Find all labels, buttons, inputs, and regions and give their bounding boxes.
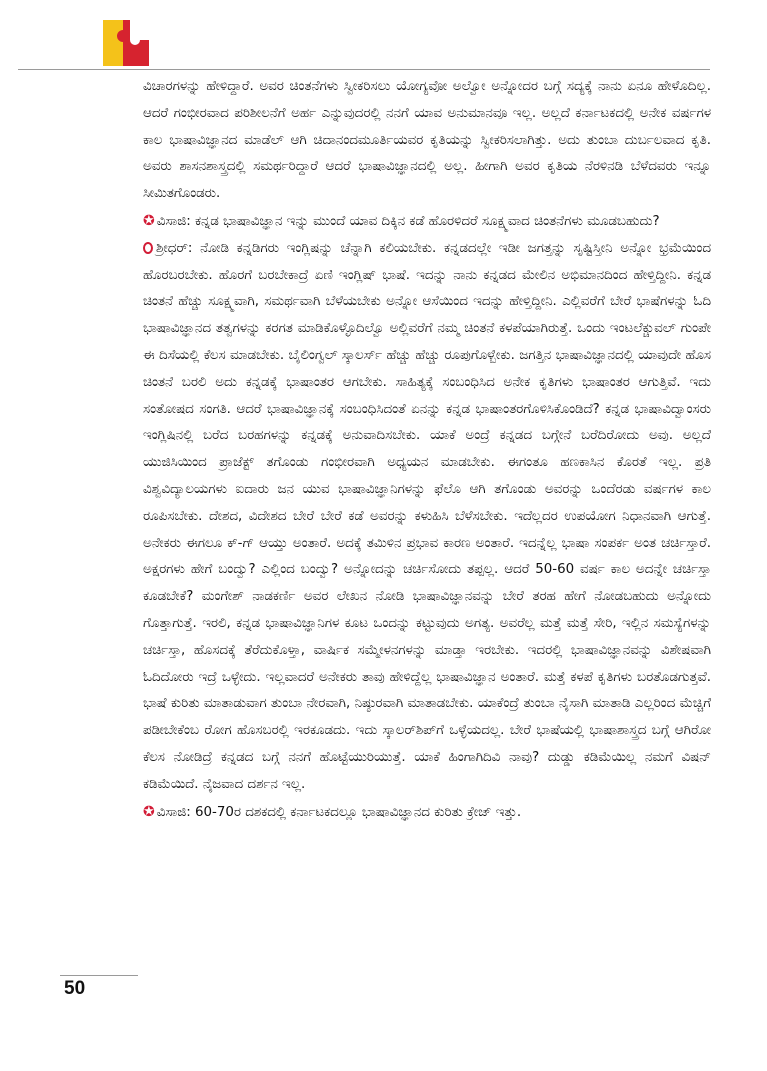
question-text: ವಿಸಾಜಿ: 60-70ರ ದಶಕದಲ್ಲಿ ಕರ್ನಾಟಕದಲ್ಲೂ ಭಾಷಾವಿಜ್ಞಾನದ ಕುರಿತು ಕ್ರೇಜ್ ಇತ್ತು. bbox=[156, 804, 522, 820]
publication-logo bbox=[103, 20, 149, 66]
question-paragraph bbox=[143, 208, 711, 236]
flower-bullet-icon: ✪ bbox=[143, 212, 155, 229]
body-paragraph: ವಿಚಾರಗಳನ್ನು ಹೇಳಿದ್ದಾರೆ. ಅವರ ಚಿಂತನೆಗಳು ಸ್ವೀಕರಿಸಲು ಯೋಗ್ಯವೋ ಅಲ್ವೋ ಅನ್ನೋದರ ಬಗ್ಗೆ ಸದ್ಯಕ್ಕೆ ನಾನು ಏನೂ ಹೇಳೊದಿಲ್ಲ. ಆದರೆ ಗಂಭೀರವಾದ ಪರಿಶೀಲನೆಗೆ ಅರ್ಹ ಎನ್ನುವುದರಲ್ಲಿ ನನಗೆ ಯಾವ ಅನುಮಾನವೂ ಇಲ್ಲ. ಅಲ್ಲದೆ ಕರ್ನಾಟಕದಲ್ಲಿ ಅನೇಕ ವರ್ಷಗಳ ಕಾಲ ಭಾಷಾವಿಜ್ಞಾನದ ಮಾಡೆಲ್ ಆಗಿ ಚಿದಾನಂದಮೂರ್ತಿಯವರ ಕೃತಿಯನ್ನು ಸ್ವೀಕರಿಸಲಾಗಿತ್ತು. ಅದು ತುಂಬಾ ದುರ್ಬಲವಾದ ಕೃತಿ. ಅವರು ಶಾಸನಶಾಸ್ತ್ರದಲ್ಲಿ ಸಮರ್ಥರಿದ್ದಾರೆ ಆದರೆ ಭಾಷಾವಿಜ್ಞಾನದಲ್ಲಿ ಅಲ್ಲ. ಹೀಗಾಗಿ ಅವರ ಕೃತಿಯ ನೆರಳಿನಡಿ ಬೆಳೆದವರು ಇನ್ನೂ ಸೀಮಿತಗೊಂಡರು. bbox=[143, 79, 711, 202]
question-text: ವಿಸಾಜಿ: ಕನ್ನಡ ಭಾಷಾವಿಜ್ಞಾನ ಇನ್ನು ಮುಂದೆ ಯಾವ ದಿಕ್ಕಿನ ಕಡೆ ಹೊರಳಿದರೆ ಸೂಕ್ಷ್ಮವಾದ ಚಿಂತನೆಗಳು ಮೂಡಬಹುದು? bbox=[156, 213, 660, 229]
answer-text: ಶ್ರೀಧರ್: ನೋಡಿ ಕನ್ನಡಿಗರು ಇಂಗ್ಲಿಷನ್ನು ಚೆನ್ನಾಗಿ ಕಲಿಯಬೇಕು. ಕನ್ನಡದಲ್ಲೇ ಇಡೀ ಜಗತ್ತನ್ನು ಸೃಷ್ಟಿಸ್ತೀನಿ ಅನ್ನೋ ಭ್ರಮೆಯಿಂದ ಹೊರಬರಬೇಕು. ಹೊರಗೆ ಬರಬೇಕಾದ್ರೆ ಏಣಿ ಇಂಗ್ಲಿಷ್ ಭಾಷೆ. ಇದನ್ನು ನಾನು ಕನ್ನಡದ ಮೇಲಿನ ಅಭಿಮಾನದಿಂದ ಹೇಳ್ತಿದ್ದೀನಿ. ಕನ್ನಡ ಚಿಂತನೆ ಹೆಚ್ಚು ಸೂಕ್ಷ್ಮವಾಗಿ, ಸಮರ್ಥವಾಗಿ ಬೆಳೆಯಬೇಕು ಅನ್ನೋ ಆಸೆಯಿಂದ ಇದನ್ನು ಹೇಳ್ತಿದ್ದೀನಿ. ಎಲ್ಲಿವರೆಗೆ ಬೇರೆ ಭಾಷೆಗಳನ್ನು ಓದಿ ಭಾಷಾವಿಜ್ಞಾನದ ತತ್ವಗಳನ್ನು ಕರಗತ ಮಾಡಿಕೊಳ್ಳೊದಿಲ್ವೊ ಅಲ್ಲಿವರೆಗೆ ನಮ್ಮ ಚಿಂತನೆ ಕಳಪೆಯಾಗಿರುತ್ತೆ. ಒಂದು ಇಂಟಲೆಕ್ಚುವಲ್ ಗುಂಪೇ ಈ ದಿಸೆಯಲ್ಲಿ ಕೆಲಸ ಮಾಡಬೇಕು. ಬೈಲಿಂಗ್ವಲ್ ಸ್ಕಾಲರ್ಸ್ ಹೆಚ್ಚು ಹೆಚ್ಚು ರೂಪುಗೊಳ್ಬೇಕು. ಜಗತ್ತಿನ ಭಾಷಾವಿಜ್ಞಾನದಲ್ಲಿ ಯಾವುದೇ ಹೊಸ ಚಿಂತನೆ ಬರಲಿ ಅದು ಕನ್ನಡಕ್ಕೆ ಭಾಷಾಂತರ ಆಗಬೇಕು. ಸಾಹಿತ್ಯಕ್ಕೆ ಸಂಬಂಧಿಸಿದ ಅನೇಕ ಕೃತಿಗಳು ಭಾಷಾಂತರ ಆಗುತ್ತಿವೆ. ಇದು ಸಂತೋಷದ ಸಂಗತಿ. ಆದರೆ ಭಾಷಾವಿಜ್ಞಾನಕ್ಕೆ ಸಂಬಂಧಿಸಿದಂತೆ ಏನನ್ನು ಕನ್ನಡ ಭಾಷಾಂತರಗೊಳಿಸಿಕೊಂಡಿದೆ? ಕನ್ನಡ ಭಾಷಾವಿದ್ವಾಂಸರು ಇಂಗ್ಲಿಷಿನಲ್ಲಿ ಬರೆದ ಬರಹಗಳನ್ನು ಕನ್ನಡಕ್ಕೆ ಅನುವಾದಿಸಬೇಕು. ಯಾಕೆ ಅಂದ್ರೆ ಕನ್ನಡದ ಬಗ್ಗೇನೆ ಬರೆದಿರೋದು ಅವು. ಅಲ್ಲದೆ ಯುಜಿಸಿಯಿಂದ ಪ್ರಾಜೆಕ್ಟ್ ತಗೊಂಡು ಗಂಭೀರವಾಗಿ ಅಧ್ಯಯನ ಮಾಡಬೇಕು. ಈಗಂತೂ ಹಣಕಾಸಿನ ಕೊರತೆ ಇಲ್ಲ. ಪ್ರತಿ ವಿಶ್ವವಿದ್ಯಾಲಯಗಳು ಐದಾರು ಜನ ಯುವ ಭಾಷಾವಿಜ್ಞಾನಿಗಳನ್ನು ಫೆಲೊ ಆಗಿ ತಗೊಂಡು ಅವರನ್ನು ಒಂದೆರಡು ವರ್ಷಗಳ ಕಾಲ ರೂಪಿಸಬೇಕು. ದೇಶದ, ವಿದೇಶದ ಬೇರೆ ಬೇರೆ ಕಡೆ ಅವರನ್ನು ಕಳುಹಿಸಿ ಬೆಳೆಸಬೇಕು. ಇದೆಲ್ಲದರ ಉಪಯೋಗ ನಿಧಾನವಾಗಿ ಆಗುತ್ತೆ. ಅನೇಕರು ಈಗಲೂ ಕ್-ಗ್ ಆಯ್ತು ಅಂತಾರೆ. ಅದಕ್ಕೆ ತಮಿಳಿನ ಪ್ರಭಾವ ಕಾರಣ ಅಂತಾರೆ. ಇದನ್ನೆಲ್ಲ ಭಾಷಾ ಸಂಪರ್ಕ ಅಂತ ಚರ್ಚಿಸ್ತಾರೆ. ಅಕ್ಷರಗಳು ಹೇಗೆ ಬಂದ್ವು? ಎಲ್ಲಿಂದ ಬಂದ್ವು? ಅನ್ನೋದನ್ನು ಚರ್ಚಿಸೋದು ತಪ್ಪಲ್ಲ. ಆದರೆ 50-60 ವರ್ಷ ಕಾಲ ಅದನ್ನೇ ಚರ್ಚಿಸ್ತಾ ಕೂಡಬೇಕೆ? ಮಂಗೇಶ್ ನಾಡಕರ್ಣಿ ಅವರ ಲೇಖನ ನೋಡಿ ಭಾಷಾವಿಜ್ಞಾನವನ್ನು ಬೇರೆ ತರಹ ಹೇಗೆ ನೋಡಬಹುದು ಅನ್ನೋದು ಗೊತ್ತಾಗುತ್ತೆ. ಇರಲಿ, ಕನ್ನಡ ಭಾಷಾವಿಜ್ಞಾನಿಗಳ ಕೂಟ ಒಂದನ್ನು ಕಟ್ಟುವುದು ಅಗತ್ಯ. ಅವರೆಲ್ಲ ಮತ್ತೆ ಮತ್ತೆ ಸೇರಿ, ಇಲ್ಲಿನ ಸಮಸ್ಯೆಗಳನ್ನು ಚರ್ಚಿಸ್ತಾ, ಹೊಸದಕ್ಕೆ ತೆರೆದುಕೊಳ್ತಾ, ವಾರ್ಷಿಕ ಸಮ್ಮೇಳನಗಳನ್ನು ಮಾಡ್ತಾ ಇರಬೇಕು. ಇದರಲ್ಲಿ ಭಾಷಾವಿಜ್ಞಾನವನ್ನು ವಿಶೇಷವಾಗಿ ಓದಿದೋರು ಇದ್ರೆ ಒಳ್ಳೇದು. ಇಲ್ಲವಾದರೆ ಅನೇಕರು ತಾವು ಹೇಳಿದ್ದೆಲ್ಲ ಭಾಷಾವಿಜ್ಞಾನ ಅಂತಾರೆ. ಮತ್ತೆ ಕಳಪೆ ಕೃತಿಗಳು ಬರತೊಡಗುತ್ತವೆ. ಭಾಷೆ ಕುರಿತು ಮಾತಾಡುವಾಗ ತುಂಬಾ ನೇರವಾಗಿ, ನಿಷ್ಠುರವಾಗಿ ಮಾತಾಡಬೇಕು. ಯಾಕೆಂದ್ರೆ ತುಂಬಾ ನೈಸಾಗಿ ಮಾತಾಡಿ ಎಲ್ಲರಿಂದ ಮೆಚ್ಚಿಗೆ ಪಡೀಬೇಕೆಂಬ ರೋಗ ಹೊಸಬರಲ್ಲಿ ಇರಕೂಡದು. ಇದು ಸ್ಕಾಲರ್‌ಶಿಪ್‌ಗೆ ಒಳ್ಳೆಯದಲ್ಲ. ಬೇರೆ ಭಾಷೆಯಲ್ಲಿ ಭಾಷಾಶಾಸ್ತ್ರದ ಬಗ್ಗೆ ಆಗಿರೋ ಕೆಲಸ ನೋಡಿದ್ರೆ ಕನ್ನಡದ ಬಗ್ಗೆ ನನಗೆ ಹೊಟ್ಟೆಯುರಿಯುತ್ತೆ. ಯಾಕೆ ಹಿಂಗಾಗಿದಿವಿ ನಾವು? ದುಡ್ಡು ಕಡಿಮೆಯಿಲ್ಲ ನಮಗೆ ವಿಷನ್ ಕಡಿಮೆಯಿದೆ. ನೈಜವಾದ ದರ್ಶನ ಇಲ್ಲ. bbox=[143, 240, 711, 792]
footer-rule bbox=[60, 975, 138, 976]
article-body bbox=[143, 74, 711, 826]
flower-bullet-icon: ✪ bbox=[143, 803, 155, 820]
question-paragraph bbox=[143, 799, 711, 827]
page-number: 50 bbox=[64, 978, 86, 999]
header-rule bbox=[18, 69, 710, 70]
answer-paragraph bbox=[143, 236, 711, 799]
circle-bullet-icon bbox=[143, 242, 153, 254]
